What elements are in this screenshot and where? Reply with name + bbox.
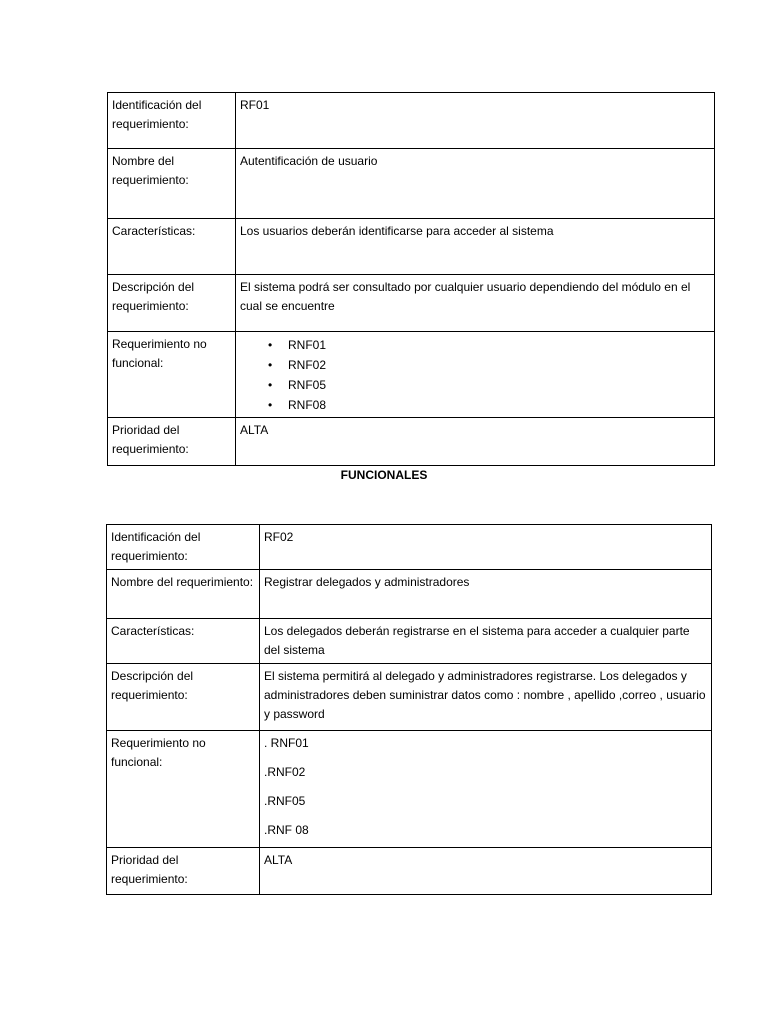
row-label: Requerimiento no funcional:: [107, 731, 260, 848]
table-row: [108, 93, 715, 149]
list-item: • RNF01: [268, 335, 710, 355]
row-value: RF01: [236, 93, 715, 149]
list-item: .RNF05: [264, 794, 306, 808]
row-label: Identificación del requerimiento:: [108, 93, 236, 149]
row-value: Los usuarios deberán identificarse para acceder al sistema: [236, 219, 715, 275]
table-row: [107, 619, 712, 664]
row-value: Registrar delegados y administradores: [260, 570, 712, 619]
table-row: [108, 219, 715, 275]
table-row: [108, 418, 715, 466]
row-label: Prioridad del requerimiento:: [107, 848, 260, 895]
nfr-bullet-list: [240, 335, 710, 415]
requirement-table-rf01: [107, 92, 715, 466]
row-value: Los delegados deberán registrarse en el sistema para acceder a cualquier parte del sistema: [260, 619, 712, 664]
list-item: .RNF02: [264, 765, 306, 779]
row-label: Nombre del requerimiento:: [107, 570, 260, 619]
table-row: [108, 149, 715, 219]
row-value: [260, 731, 712, 848]
row-label: Características:: [107, 619, 260, 664]
list-item: • RNF05: [268, 375, 710, 395]
row-value: RF02: [260, 525, 712, 570]
table-row: [107, 731, 712, 848]
row-value: El sistema permitirá al delegado y administradores registrarse. Los delegados y administradores deben suministrar datos como : nombre , apellido ,correo , usuario y password: [260, 664, 712, 731]
row-label: Identificación del requerimiento:: [107, 525, 260, 570]
list-item: • RNF08: [268, 395, 710, 415]
row-value: ALTA: [260, 848, 712, 895]
row-value: El sistema podrá ser consultado por cualquier usuario dependiendo del módulo en el cual se encuentre: [236, 275, 715, 332]
row-label: Descripción del requerimiento:: [107, 664, 260, 731]
row-label: Descripción del requerimiento:: [108, 275, 236, 332]
table-row: [107, 570, 712, 619]
row-label: Requerimiento no funcional:: [108, 332, 236, 418]
table-row: [107, 848, 712, 895]
row-value: [236, 332, 715, 418]
row-label: Prioridad del requerimiento:: [108, 418, 236, 466]
list-item: • RNF02: [268, 355, 710, 375]
row-value: Autentificación de usuario: [236, 149, 715, 219]
table-row: [107, 525, 712, 570]
table-row: [108, 332, 715, 418]
row-label: Nombre del requerimiento:: [108, 149, 236, 219]
row-label: Características:: [108, 219, 236, 275]
list-item: .RNF 08: [264, 823, 309, 837]
section-caption: FUNCIONALES: [340, 468, 428, 482]
table-row: [108, 275, 715, 332]
list-item: . RNF01: [264, 736, 309, 750]
table-row: [107, 664, 712, 731]
row-value: ALTA: [236, 418, 715, 466]
requirement-table-rf02: [106, 524, 712, 895]
